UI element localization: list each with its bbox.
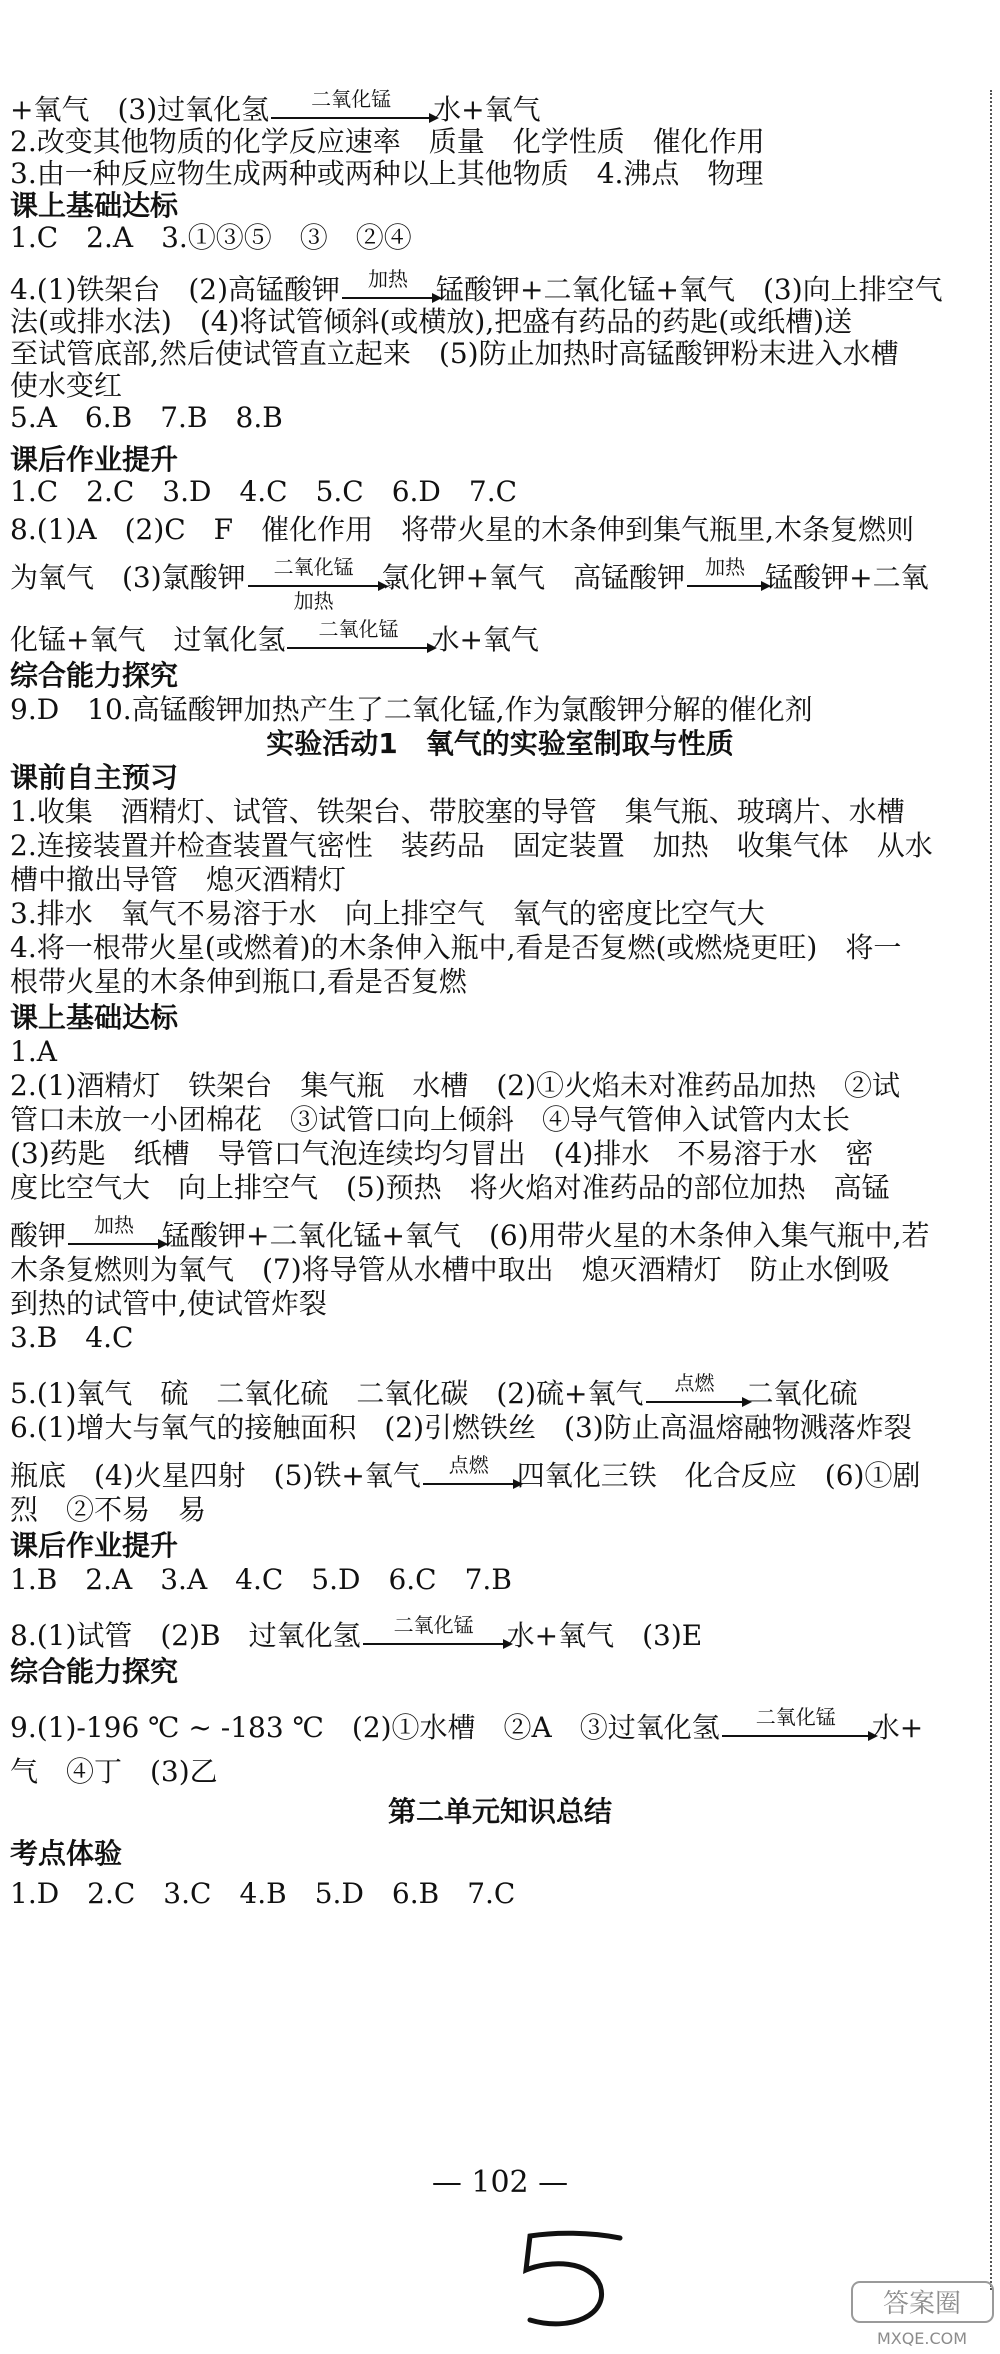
answer-line: 9.D 10.高锰酸钾加热产生了二氧化锰,作为氯酸钾分解的催化剂 — [10, 693, 813, 726]
handwritten-mark — [500, 2220, 630, 2340]
answer-line: +氧气 (3)过氧化氢 二氧化锰 水+氧气 — [10, 87, 541, 126]
answer-line: 9.(1)-196 ℃ ~ -183 ℃ (2)①水槽 ②A ③过氧化氢 二氧化锰 水+ — [10, 1705, 924, 1744]
answer-line: 到热的试管中,使试管炸裂 — [10, 1287, 327, 1320]
answer-line: 槽中撤出导管 熄灭酒精灯 — [10, 863, 347, 896]
answer-line: 1.B 2.A 3.A 4.C 5.D 6.C 7.B — [10, 1563, 512, 1596]
binding-margin-dotted-line — [990, 90, 992, 2290]
answer-line: 化锰+氧气 过氧化氢 二氧化锰 水+氧气 — [10, 617, 539, 656]
section-heading: 课上基础达标 — [10, 189, 179, 222]
section-heading: 课前自主预习 — [10, 761, 179, 794]
answer-line: 1.A — [10, 1035, 57, 1068]
answer-line: 3.由一种反应物生成两种或两种以上其他物质 4.沸点 物理 — [10, 157, 764, 190]
section-heading: 综合能力探究 — [10, 1655, 179, 1688]
answer-line: 至试管底部,然后使试管直立起来 (5)防止加热时高锰酸钾粉末进入水槽 — [10, 337, 899, 370]
answer-line: 度比空气大 向上排空气 (5)预热 将火焰对准药品的部位加热 高锰 — [10, 1171, 890, 1204]
reaction-arrow: 点燃 — [423, 1465, 515, 1485]
answer-line: 1.收集 酒精灯、试管、铁架台、带胶塞的导管 集气瓶、玻璃片、水槽 — [10, 795, 905, 828]
answer-line: 2.(1)酒精灯 铁架台 集气瓶 水槽 (2)①火焰未对准药品加热 ②试 — [10, 1069, 901, 1102]
svg-text:答案圈: 答案圈 — [882, 2289, 962, 2319]
answer-line: 根带火星的木条伸到瓶口,看是否复燃 — [10, 965, 467, 998]
answer-line: 法(或排水法) (4)将试管倾斜(或横放),把盛有药品的药匙(或纸槽)送 — [10, 305, 853, 338]
reaction-arrow: 加热 — [342, 279, 434, 299]
answer-line: 8.(1)A (2)C F 催化作用 将带火星的木条伸到集气瓶里,木条复燃则 — [10, 513, 915, 546]
answer-line: 3.排水 氧气不易溶于水 向上排空气 氧气的密度比空气大 — [10, 897, 765, 930]
answer-line: 2.连接装置并检查装置气密性 装药品 固定装置 加热 收集气体 从水 — [10, 829, 933, 862]
reaction-arrow: 点燃 — [646, 1383, 744, 1403]
section-heading: 课上基础达标 — [10, 1001, 179, 1034]
reaction-arrow: 二氧化锰 — [363, 1625, 505, 1645]
section-title: 实验活动1 氧气的实验室制取与性质 — [266, 727, 734, 760]
answer-line: 8.(1)试管 (2)B 过氧化氢 二氧化锰 水+氧气 (3)E — [10, 1613, 703, 1652]
answer-line: 瓶底 (4)火星四射 (5)铁+氧气 点燃 四氧化三铁 化合反应 (6)①剧 — [10, 1453, 921, 1492]
answer-line: 使水变红 — [10, 369, 123, 402]
answer-line: 2.改变其他物质的化学反应速率 质量 化学性质 催化作用 — [10, 125, 765, 158]
answer-line: 木条复燃则为氧气 (7)将导管从水槽中取出 熄灭酒精灯 防止水倒吸 — [10, 1253, 890, 1286]
answer-line: (3)药匙 纸槽 导管口气泡连续均匀冒出 (4)排水 不易溶于水 密 — [10, 1137, 874, 1170]
answer-line: 管口未放一小团棉花 ③试管口向上倾斜 ④导气管伸入试管内太长 — [10, 1103, 851, 1136]
answer-line: 酸钾 加热 锰酸钾+二氧化锰+氧气 (6)用带火星的木条伸入集气瓶中,若 — [10, 1213, 930, 1252]
section-heading: 综合能力探究 — [10, 659, 179, 692]
reaction-arrow: 二氧化锰 — [722, 1717, 870, 1737]
answer-line: 6.(1)增大与氧气的接触面积 (2)引燃铁丝 (3)防止高温熔融物溅落炸裂 — [10, 1411, 912, 1444]
page-number: — 102 — — [431, 2165, 569, 2200]
reaction-arrow: 二氧化锰 加热 — [248, 567, 380, 587]
answer-line: 5.(1)氧气 硫 二氧化硫 二氧化碳 (2)硫+氧气 点燃 二氧化硫 — [10, 1371, 858, 1410]
answer-line: 1.C 2.A 3.①③⑤ ③ ②④ — [10, 221, 412, 254]
section-title: 第二单元知识总结 — [387, 1795, 612, 1828]
section-heading: 课后作业提升 — [10, 1529, 179, 1562]
answer-line: 1.D 2.C 3.C 4.B 5.D 6.B 7.C — [10, 1877, 516, 1910]
section-heading: 课后作业提升 — [10, 443, 179, 476]
answer-line: 5.A 6.B 7.B 8.B — [10, 401, 283, 434]
answer-line: 气 ④丁 (3)乙 — [10, 1755, 218, 1788]
answer-line: 4.将一根带火星(或燃着)的木条伸入瓶中,看是否复燃(或燃烧更旺) 将一 — [10, 931, 902, 964]
answer-line: 为氧气 (3)氯酸钾 二氧化锰 加热 氯化钾+氧气 高锰酸钾 加热 锰酸钾+二氧 — [10, 555, 929, 613]
section-heading: 考点体验 — [10, 1837, 123, 1870]
answer-line: 烈 ②不易 易 — [10, 1493, 207, 1526]
answer-line: 4.(1)铁架台 (2)高锰酸钾 加热 锰酸钾+二氧化锰+氧气 (3)向上排空气 — [10, 267, 943, 306]
answer-line: 3.B 4.C — [10, 1321, 134, 1354]
answer-line: 1.C 2.C 3.D 4.C 5.C 6.D 7.C — [10, 475, 518, 508]
reaction-arrow: 加热 — [687, 567, 763, 587]
watermark-logo — [850, 2280, 995, 2350]
reaction-arrow: 二氧化锰 — [271, 99, 431, 119]
svg-text:MXQE.COM: MXQE.COM — [876, 2329, 968, 2348]
reaction-arrow: 加热 — [68, 1225, 160, 1245]
reaction-arrow: 二氧化锰 — [287, 629, 429, 649]
